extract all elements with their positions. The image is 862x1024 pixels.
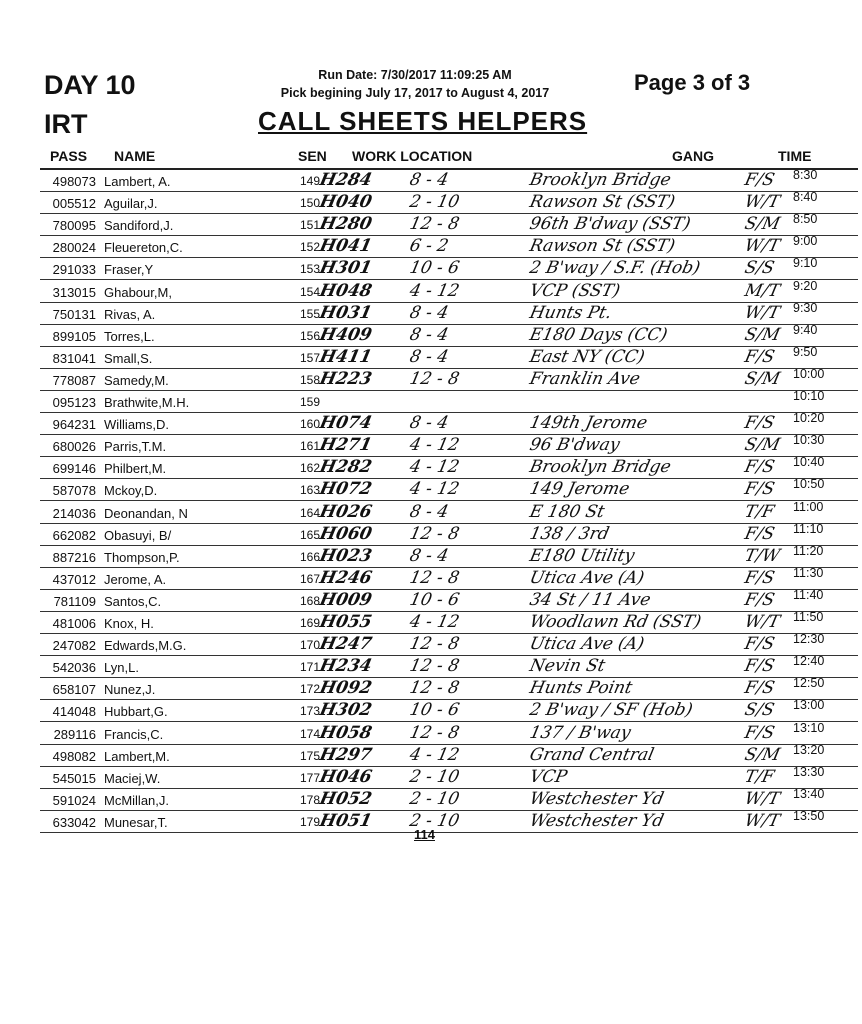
- time-cell: 12:30: [793, 632, 825, 647]
- seniority-cell: 157: [300, 350, 321, 365]
- time-cell: 10:40: [793, 455, 825, 470]
- seniority-cell: 174: [300, 726, 321, 741]
- day-label: DAY 10: [44, 70, 136, 100]
- pass-cell: 750131: [52, 306, 96, 322]
- time-cell: 9:50: [793, 344, 818, 359]
- pass-cell: 633042: [52, 814, 96, 830]
- name-cell: Santos,C.: [104, 593, 162, 609]
- gang-cell: Brooklyn Bridge: [527, 457, 673, 478]
- days-off-cell: F/S: [742, 656, 777, 677]
- work-location-cell: H051: [317, 810, 374, 831]
- seniority-cell: 164: [300, 505, 321, 520]
- seniority-cell: 177: [300, 770, 321, 785]
- time-cell: 10:10: [793, 389, 825, 403]
- seniority-cell: 159: [300, 395, 321, 409]
- col-header-gang: GANG: [672, 148, 714, 164]
- time-cell: 10:00: [793, 366, 825, 381]
- table-row: [0, 300, 862, 325]
- days-off-cell: S/S: [742, 258, 777, 279]
- table-row: [0, 700, 862, 722]
- time-cell: 8:40: [793, 190, 818, 205]
- name-cell: Francis,C.: [104, 726, 164, 742]
- table-row: [0, 391, 862, 413]
- work-location-cell: H074: [317, 413, 374, 434]
- name-cell: Williams,D.: [104, 417, 169, 433]
- col-header-work-location: WORK LOCATION: [352, 148, 473, 164]
- shift-cell: 4 - 12: [407, 457, 462, 478]
- name-cell: Lambert,M.: [104, 748, 170, 764]
- days-off-cell: W/T: [742, 236, 782, 257]
- work-location-cell: H282: [317, 457, 374, 478]
- name-cell: Mckoy,D.: [104, 483, 158, 499]
- table-row: [0, 170, 862, 192]
- table-row: [0, 457, 862, 479]
- shift-cell: 2 - 10: [407, 810, 462, 831]
- gang-cell: Hunts Pt.: [527, 302, 614, 323]
- shift-cell: 8 - 4: [407, 302, 451, 323]
- work-location-cell: H046: [317, 766, 374, 787]
- shift-cell: 4 - 12: [407, 280, 462, 301]
- days-off-cell: F/S: [742, 457, 777, 478]
- gang-cell: 149th Jerome: [527, 413, 650, 434]
- table-row: [0, 543, 862, 568]
- pass-cell: 964231: [52, 417, 96, 433]
- pass-cell: 437012: [52, 571, 96, 587]
- work-location-cell: H297: [317, 744, 374, 765]
- time-cell: 11:30: [793, 565, 824, 580]
- seniority-cell: 175: [300, 748, 321, 763]
- time-cell: 10:30: [793, 433, 825, 448]
- pass-cell: 498082: [52, 748, 96, 764]
- page-number: Page 3 of 3: [634, 70, 751, 95]
- work-location-cell: H301: [317, 258, 374, 279]
- gang-cell: E180 Utility: [527, 545, 637, 566]
- seniority-cell: 161: [300, 439, 321, 454]
- work-location-cell: H041: [317, 236, 374, 257]
- pass-cell: 313015: [52, 284, 96, 300]
- time-cell: 11:00: [793, 499, 824, 514]
- name-cell: Sandiford,J.: [104, 218, 174, 234]
- pass-cell: 280024: [52, 240, 96, 256]
- shift-cell: 8 - 4: [407, 413, 451, 434]
- name-cell: Small,S.: [104, 350, 153, 366]
- time-cell: 8:30: [793, 168, 818, 182]
- pass-cell: 780095: [52, 218, 96, 234]
- name-cell: McMillan,J.: [104, 792, 170, 808]
- col-header-time: TIME: [778, 148, 812, 164]
- table-row: [0, 786, 862, 811]
- days-off-cell: F/S: [742, 346, 777, 367]
- name-cell: Aguilar,J.: [104, 196, 158, 212]
- seniority-cell: 153: [300, 262, 321, 277]
- days-off-cell: W/T: [742, 192, 782, 213]
- table-row: [0, 236, 862, 258]
- time-cell: 8:50: [793, 212, 818, 227]
- name-cell: Philbert,M.: [104, 461, 167, 477]
- table-row: [0, 413, 862, 435]
- days-off-cell: W/T: [742, 788, 782, 809]
- days-off-cell: S/M: [742, 435, 782, 456]
- name-cell: Thompson,P.: [104, 549, 180, 565]
- name-cell: Knox, H.: [104, 616, 154, 631]
- gang-cell: 137 / B'way: [527, 722, 633, 743]
- pass-cell: 005512: [52, 196, 96, 212]
- work-location-cell: H031: [317, 302, 374, 323]
- work-location-cell: H280: [317, 214, 374, 235]
- seniority-cell: 173: [300, 704, 321, 719]
- table-row: [0, 656, 862, 678]
- gang-cell: VCP: [527, 766, 569, 787]
- days-off-cell: S/M: [742, 744, 782, 765]
- work-location-cell: H284: [317, 170, 374, 190]
- shift-cell: 4 - 12: [407, 479, 462, 500]
- time-cell: 9:10: [793, 256, 818, 271]
- table-row: [0, 634, 862, 656]
- gang-cell: Franklin Ave: [527, 368, 642, 389]
- time-cell: 11:50: [793, 610, 824, 624]
- work-location-cell: H246: [317, 567, 374, 588]
- work-location-cell: H234: [317, 656, 374, 677]
- seniority-cell: 162: [300, 461, 321, 476]
- work-location-cell: H026: [317, 501, 374, 522]
- shift-cell: 8 - 4: [407, 170, 451, 190]
- name-cell: Lyn,L.: [104, 660, 139, 676]
- time-cell: 13:30: [793, 764, 825, 779]
- name-cell: Torres,L.: [104, 328, 155, 344]
- seniority-cell: 150: [300, 196, 321, 211]
- seniority-cell: 152: [300, 240, 321, 255]
- gang-cell: 96 B'dway: [527, 435, 622, 456]
- days-off-cell: W/T: [742, 302, 782, 323]
- work-location-cell: H060: [317, 523, 374, 544]
- gang-cell: East NY (CC): [527, 346, 647, 367]
- name-cell: Brathwite,M.H.: [104, 395, 190, 410]
- table-row: [0, 258, 862, 280]
- table-row: [0, 678, 862, 700]
- table-row: [0, 742, 862, 767]
- days-off-cell: T/F: [742, 501, 777, 522]
- time-cell: 10:20: [793, 411, 825, 426]
- shift-cell: 12 - 8: [407, 722, 462, 743]
- seniority-cell: 155: [300, 306, 321, 321]
- shift-cell: 6 - 2: [407, 236, 451, 257]
- pass-cell: 662082: [52, 527, 96, 543]
- days-off-cell: S/M: [742, 324, 782, 345]
- pass-cell: 542036: [52, 660, 96, 676]
- days-off-cell: F/S: [742, 589, 777, 610]
- pass-cell: 658107: [52, 682, 96, 698]
- time-cell: 13:20: [793, 742, 825, 757]
- name-cell: Fleuereton,C.: [104, 240, 183, 256]
- gang-cell: 2 B'way / S.F. (Hob): [527, 258, 702, 279]
- gang-cell: 149 Jerome: [527, 479, 632, 500]
- pass-cell: 591024: [52, 792, 96, 808]
- table-row: [0, 278, 862, 303]
- name-cell: Munesar,T.: [104, 814, 168, 830]
- table-row: [0, 587, 862, 612]
- work-location-cell: H223: [317, 368, 374, 389]
- shift-cell: 12 - 8: [407, 656, 462, 677]
- time-cell: 12:50: [793, 676, 825, 691]
- seniority-cell: 171: [300, 660, 321, 675]
- name-cell: Maciej,W.: [104, 770, 161, 786]
- days-off-cell: F/S: [742, 523, 777, 544]
- seniority-cell: 158: [300, 372, 321, 387]
- seniority-cell: 169: [300, 616, 321, 630]
- name-cell: Rivas, A.: [104, 306, 156, 322]
- page-title: CALL SHEETS HELPERS: [258, 106, 588, 136]
- time-cell: 12:40: [793, 654, 825, 669]
- name-cell: Lambert, A.: [104, 174, 171, 189]
- pass-cell: 247082: [52, 638, 96, 654]
- work-location-cell: H023: [317, 545, 374, 566]
- time-cell: 13:40: [793, 786, 825, 801]
- table-row: [0, 192, 862, 214]
- gang-cell: Hunts Point: [527, 678, 635, 699]
- seniority-cell: 160: [300, 417, 321, 432]
- pass-cell: 587078: [52, 483, 96, 499]
- total-count: 114: [414, 827, 435, 842]
- division-label: IRT: [44, 109, 88, 139]
- name-cell: Deonandan, N: [104, 505, 188, 521]
- work-location-cell: H009: [317, 589, 374, 610]
- shift-cell: 2 - 10: [407, 766, 462, 787]
- pass-cell: 545015: [52, 770, 96, 786]
- work-location-cell: H048: [317, 280, 374, 301]
- pass-cell: 291033: [52, 262, 96, 278]
- days-off-cell: W/T: [742, 612, 782, 632]
- gang-cell: Westchester Yd: [527, 810, 666, 831]
- gang-cell: Utica Ave (A): [527, 634, 646, 655]
- gang-cell: 34 St / 11 Ave: [527, 589, 653, 610]
- shift-cell: 12 - 8: [407, 368, 462, 389]
- table-row: [0, 344, 862, 369]
- gang-cell: Westchester Yd: [527, 788, 666, 809]
- gang-cell: Brooklyn Bridge: [527, 170, 673, 190]
- seniority-cell: 149: [300, 174, 321, 188]
- gang-cell: 2 B'way / SF (Hob): [527, 700, 695, 721]
- col-header-sen: SEN: [298, 148, 327, 164]
- shift-cell: 10 - 6: [407, 258, 462, 279]
- pass-cell: 680026: [52, 439, 96, 455]
- pass-cell: 887216: [52, 549, 96, 565]
- table-row: [0, 521, 862, 546]
- work-location-cell: H072: [317, 479, 374, 500]
- table-row: [0, 499, 862, 524]
- time-cell: 9:20: [793, 278, 818, 293]
- seniority-cell: 179: [300, 814, 321, 829]
- time-cell: 11:40: [793, 587, 824, 602]
- pass-cell: 778087: [52, 372, 96, 388]
- days-off-cell: W/T: [742, 810, 782, 831]
- pass-cell: 289116: [53, 726, 96, 742]
- pass-cell: 899105: [52, 328, 96, 344]
- gang-cell: Rawson St (SST): [527, 236, 677, 257]
- table-row: [0, 214, 862, 236]
- gang-cell: E 180 St: [527, 501, 607, 522]
- pass-cell: 781109: [53, 593, 96, 609]
- days-off-cell: T/F: [742, 766, 777, 787]
- work-location-cell: H271: [317, 435, 374, 456]
- name-cell: Nunez,J.: [104, 682, 156, 698]
- table-row: [0, 435, 862, 457]
- name-cell: Samedy,M.: [104, 372, 169, 388]
- work-location-cell: H302: [317, 700, 374, 721]
- work-location-cell: H058: [317, 722, 374, 743]
- seniority-cell: 167: [300, 571, 321, 586]
- days-off-cell: F/S: [742, 567, 777, 588]
- seniority-cell: 170: [300, 638, 321, 653]
- shift-cell: 10 - 6: [407, 589, 462, 610]
- time-cell: 9:00: [793, 234, 818, 249]
- work-location-cell: H055: [317, 612, 374, 632]
- gang-cell: Grand Central: [527, 744, 656, 765]
- days-off-cell: S/S: [742, 700, 777, 721]
- gang-cell: E180 Days (CC): [527, 324, 670, 345]
- table-row: [0, 612, 862, 634]
- days-off-cell: F/S: [742, 479, 777, 500]
- name-cell: Ghabour,M,: [104, 284, 172, 300]
- seniority-cell: 163: [300, 483, 321, 498]
- shift-cell: 8 - 4: [407, 545, 451, 566]
- table-row: [0, 366, 862, 391]
- seniority-cell: 178: [300, 792, 321, 807]
- pass-cell: 498073: [52, 174, 96, 189]
- col-header-pass: PASS: [50, 148, 88, 164]
- name-cell: Hubbart,G.: [104, 704, 168, 720]
- table-row: [0, 764, 862, 789]
- work-location-cell: H092: [317, 678, 374, 699]
- days-off-cell: F/S: [742, 634, 777, 655]
- seniority-cell: 154: [300, 284, 321, 299]
- work-location-cell: H411: [317, 346, 374, 367]
- name-cell: Jerome, A.: [104, 571, 167, 587]
- gang-cell: Nevin St: [527, 656, 607, 677]
- seniority-cell: 156: [300, 328, 321, 343]
- time-cell: 11:10: [793, 521, 824, 536]
- shift-cell: 2 - 10: [407, 192, 462, 213]
- work-location-cell: H052: [317, 788, 374, 809]
- days-off-cell: F/S: [742, 722, 777, 743]
- days-off-cell: S/M: [742, 214, 782, 235]
- table-row: [0, 565, 862, 590]
- days-off-cell: F/S: [742, 678, 777, 699]
- table-row: [0, 322, 862, 347]
- pass-cell: 095123: [52, 395, 96, 410]
- shift-cell: 12 - 8: [407, 567, 462, 588]
- days-off-cell: F/S: [742, 170, 777, 190]
- time-cell: 13:10: [793, 720, 825, 735]
- seniority-cell: 168: [300, 593, 321, 608]
- days-off-cell: F/S: [742, 413, 777, 434]
- shift-cell: 2 - 10: [407, 788, 462, 809]
- shift-cell: 12 - 8: [407, 678, 462, 699]
- time-cell: 9:40: [793, 322, 818, 337]
- work-location-cell: H040: [317, 192, 374, 213]
- time-cell: 10:50: [793, 477, 825, 492]
- work-location-cell: H247: [317, 634, 374, 655]
- pass-cell: 699146: [52, 461, 96, 477]
- shift-cell: 12 - 8: [407, 634, 462, 655]
- name-cell: Parris,T.M.: [104, 439, 167, 455]
- shift-cell: 12 - 8: [407, 523, 462, 544]
- seniority-cell: 165: [300, 527, 321, 542]
- days-off-cell: T/W: [742, 545, 782, 566]
- days-off-cell: M/T: [742, 280, 782, 301]
- table-row: [0, 479, 862, 501]
- pass-cell: 831041: [52, 350, 96, 366]
- run-date: Run Date: 7/30/2017 11:09:25 AM: [318, 68, 512, 82]
- gang-cell: VCP (SST): [527, 280, 622, 301]
- shift-cell: 10 - 6: [407, 700, 462, 721]
- pass-cell: 414048: [52, 704, 96, 720]
- shift-cell: 4 - 12: [407, 612, 462, 632]
- shift-cell: 8 - 4: [407, 324, 451, 345]
- name-cell: Fraser,Y: [104, 262, 154, 278]
- seniority-cell: 151: [300, 218, 321, 233]
- shift-cell: 4 - 12: [407, 435, 462, 456]
- work-location-cell: H409: [317, 324, 374, 345]
- seniority-cell: 172: [300, 682, 321, 697]
- row-divider: [40, 832, 858, 833]
- days-off-cell: S/M: [742, 368, 782, 389]
- gang-cell: Woodlawn Rd (SST): [527, 612, 703, 632]
- shift-cell: 4 - 12: [407, 744, 462, 765]
- time-cell: 13:00: [793, 698, 825, 713]
- pick-range: Pick begining July 17, 2017 to August 4, 2017: [280, 86, 550, 100]
- time-cell: 11:20: [793, 543, 824, 558]
- shift-cell: 12 - 8: [407, 214, 462, 235]
- time-cell: 9:30: [793, 300, 818, 315]
- gang-cell: Utica Ave (A): [527, 567, 646, 588]
- pass-cell: 481006: [52, 616, 96, 631]
- name-cell: Obasuyi, B/: [104, 527, 172, 543]
- gang-cell: 96th B'dway (SST): [527, 214, 693, 235]
- shift-cell: 8 - 4: [407, 501, 451, 522]
- gang-cell: Rawson St (SST): [527, 192, 677, 213]
- name-cell: Edwards,M.G.: [104, 638, 187, 654]
- seniority-cell: 166: [300, 549, 321, 564]
- shift-cell: 8 - 4: [407, 346, 451, 367]
- col-header-name: NAME: [114, 148, 156, 164]
- pass-cell: 214036: [52, 505, 96, 521]
- table-row: [0, 720, 862, 745]
- time-cell: 13:50: [793, 808, 825, 823]
- gang-cell: 138 / 3rd: [527, 523, 611, 544]
